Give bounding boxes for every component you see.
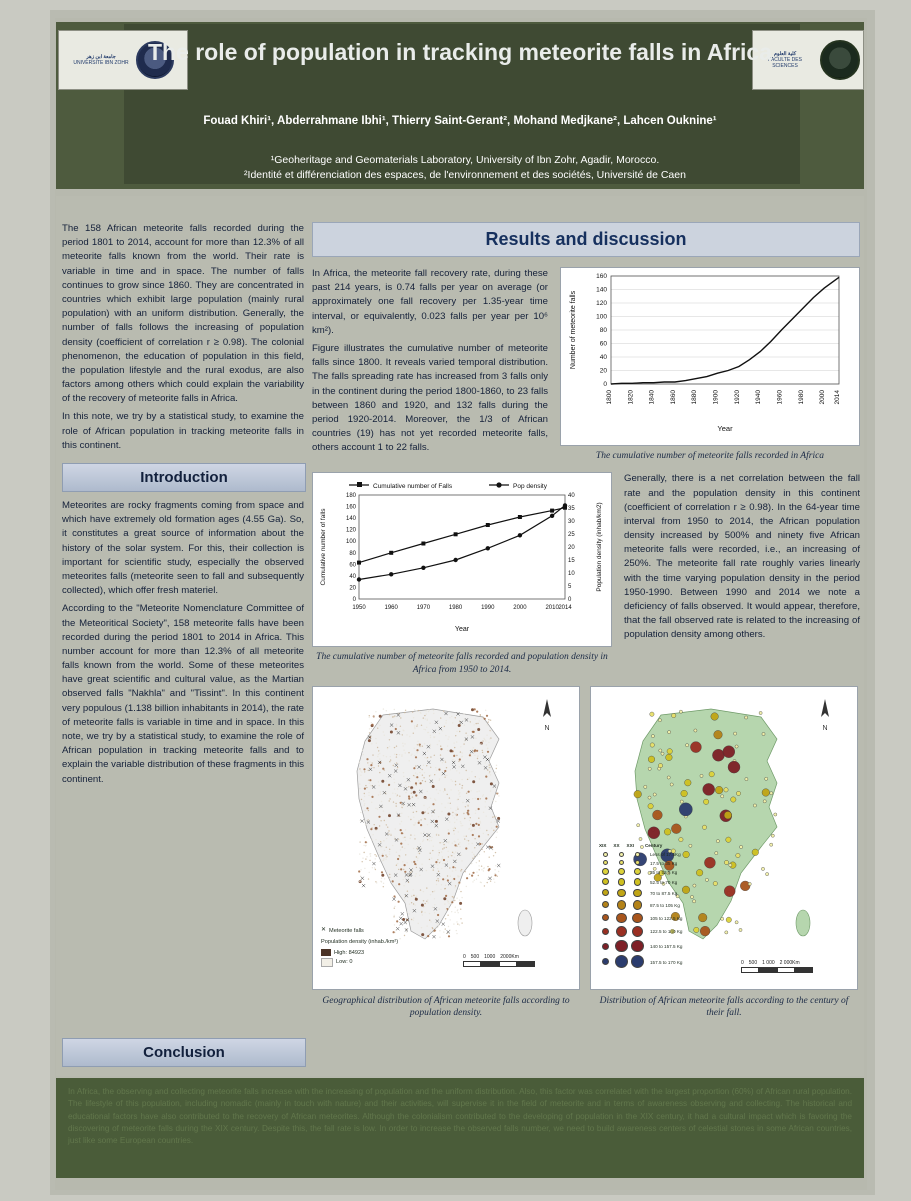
- map-2-legend-row: Less of 17.5Kg: [599, 852, 749, 860]
- svg-text:1860: 1860: [669, 390, 677, 405]
- svg-text:2000: 2000: [513, 605, 527, 612]
- figure-2-legend: [349, 482, 548, 490]
- map-2-north-arrow: N: [819, 697, 831, 732]
- affiliation-1: ¹Geoheritage and Geomaterials Laboratory, University of Ibn Zohr, Agadir, Morocco.: [270, 154, 660, 166]
- conclusion-text: [56, 1078, 864, 1178]
- results-text-column: [312, 267, 548, 462]
- svg-text:10: 10: [568, 571, 575, 578]
- svg-text:1990: 1990: [481, 605, 495, 612]
- map-2-legend-row: 35 to 52.5 Kg: [599, 868, 749, 878]
- svg-text:2014: 2014: [834, 390, 841, 405]
- svg-text:1920: 1920: [733, 390, 741, 405]
- svg-text:30: 30: [568, 519, 575, 526]
- map-2-column: [590, 686, 858, 1020]
- svg-text:140: 140: [345, 516, 356, 523]
- svg-text:1940: 1940: [755, 390, 763, 405]
- svg-text:60: 60: [349, 562, 356, 569]
- abstract-paragraph-1: The 158 African meteorite falls recorded during the period 1801 to 2014, account for more than 12.3% of all meteorite falls known from the world. Their rate is variable in time and in space. The number of falls continues to grow since 1860. They are concentrated in countries which exhibit large population (mainly rural population) with an uniform distribution. Generally, the number of falls follows the increasing of population density (coefficient of correlation r ≥ 0.98). The colonial phenomenon, the education of population in this field, the population lifestyle and the rural exodus, are also factors among others which could explain the variability of the recovery of meteorite falls in Africa.: [62, 223, 304, 405]
- map-1-scalebar: 0 500 1000 2000Km: [463, 954, 535, 965]
- svg-text:80: 80: [599, 327, 607, 335]
- figure-2-caption: The cumulative number of meteorite falls recorded and population density in Africa from 1950 to 2014.: [316, 652, 608, 675]
- left-column: [62, 222, 304, 791]
- map-1-legend: [321, 926, 441, 967]
- svg-text:2010: 2010: [545, 605, 559, 612]
- author-list: Fouad Khiri¹, Abderrahmane Ibhi¹, Thierry Saint-Gerant², Mohand Medjkane², Lahcen Ouknine¹: [203, 115, 717, 127]
- figure-2-chart: [312, 472, 612, 647]
- svg-text:120: 120: [345, 528, 356, 535]
- map-1-column: [312, 686, 580, 1020]
- svg-text:15: 15: [568, 558, 575, 565]
- figure-2-y2label: Population density (inhab/km2): [596, 502, 603, 592]
- svg-text:Cumulative number of Falls: Cumulative number of Falls: [373, 483, 453, 491]
- svg-text:1840: 1840: [648, 390, 656, 405]
- affiliation-2: ²Identité et différenciation des espaces, de l'environnement et des sociétés, Université de Caen: [244, 169, 686, 182]
- results-paragraph-1: In Africa, the meteorite fall recovery rate, during these past 214 years, is 0.74 falls per year on average (or approximately one fall recovery per 1.35-year time interval, or equivalently, 0.023 falls per year per 10⁶ km²).: [312, 268, 548, 336]
- svg-text:140: 140: [596, 286, 607, 294]
- map-2-legend-row: 157.5 to 170 Kg: [599, 955, 749, 971]
- svg-text:120: 120: [596, 300, 607, 308]
- map-1-legend-density-title: Population density (inhab./km²): [321, 939, 399, 946]
- svg-text:0: 0: [603, 381, 607, 389]
- svg-text:180: 180: [345, 493, 356, 500]
- conclusion-heading-wrap: [62, 1038, 304, 1067]
- introduction-paragraph-1: Meteorites are rocky fragments coming from space and which have extremely old formation ages (4.55 Ga). So, it constitutes a great source of information about the history of the solar system. For this, their collection is important for scientific study, especially the observed meteorites falls (meteorite seen to fall and subsequently collected), which offer fresh materiel.: [62, 500, 304, 597]
- introduction-block: [62, 499, 304, 787]
- svg-text:1950: 1950: [352, 605, 366, 612]
- svg-text:2000: 2000: [819, 390, 827, 405]
- figure-2-ylabel: Cumulative number of falls: [320, 508, 327, 586]
- map-2-legend-row: 140 to 157.5 Kg: [599, 940, 749, 955]
- section-heading-results: Results and discussion: [312, 222, 860, 257]
- map-2-caption: Distribution of African meteorite falls according to the century of their fall.: [599, 996, 849, 1019]
- results-top-row: [312, 267, 860, 462]
- affiliations: [100, 152, 830, 183]
- faculty-seal-icon: [820, 40, 860, 80]
- results-text-column-2: [624, 472, 860, 676]
- map-2: [590, 686, 858, 990]
- map-1-legend-low: Low: 0: [336, 959, 353, 966]
- map-1-legend-high: High: 84923: [334, 949, 365, 956]
- logo-left-latin: UNIVERSITE IBN ZOHR: [73, 60, 129, 66]
- figure-1-chart: [560, 267, 860, 446]
- university-logo-left-text: [72, 54, 130, 67]
- svg-text:1960: 1960: [776, 390, 784, 405]
- svg-text:25: 25: [568, 532, 575, 539]
- map-2-legend-row: 52.5 to 70 Kg: [599, 878, 749, 889]
- svg-text:1820: 1820: [627, 390, 635, 405]
- svg-text:80: 80: [349, 551, 356, 558]
- figure-1-caption: The cumulative number of meteorite falls recorded in Africa: [595, 451, 825, 461]
- svg-text:100: 100: [345, 539, 356, 546]
- svg-text:60: 60: [599, 340, 607, 348]
- svg-text:40: 40: [599, 354, 607, 362]
- map-2-scalebar: 0 500 1 000 2 000Km: [741, 960, 813, 971]
- svg-text:0: 0: [568, 597, 572, 604]
- svg-text:40: 40: [349, 574, 356, 581]
- svg-text:Pop density: Pop density: [513, 483, 547, 491]
- svg-text:1900: 1900: [712, 390, 720, 405]
- svg-text:1880: 1880: [691, 390, 699, 405]
- section-heading-introduction: Introduction: [62, 463, 306, 492]
- logo-right-arabic: كلية العلوم: [773, 50, 797, 57]
- page-title: The role of population in tracking meteorite falls in Africa: [147, 39, 773, 65]
- abstract-paragraph-2: In this note, we try by a statistical study, to examine the role of African population in tracking meteorite falls in this continent.: [62, 411, 304, 451]
- logo-left-arabic: جامعة ابن زهر: [86, 53, 116, 60]
- svg-text:35: 35: [568, 506, 575, 513]
- svg-text:20: 20: [568, 545, 575, 552]
- map-2-legend-header: XIX XX XXI Century: [599, 842, 663, 848]
- svg-text:160: 160: [596, 273, 607, 281]
- svg-text:1960: 1960: [384, 605, 398, 612]
- svg-text:1970: 1970: [416, 605, 431, 612]
- falls-vs-density-chart-svg: [313, 473, 611, 641]
- introduction-paragraph-2: According to the "Meteorite Nomenclature Committee of the Meteoritical Society", 158 meteorite falls have been recorded during the period 1801 to 2014 in Africa. This number account for more than 12.3% of all meteorite falls known from the world. Some of these meteorites have great scientific and cultural value, as the Martian observed falls "Nakhla" and "Tissint". In this continent very populous (1.138 billion inhabitants in 2014), the rate of meteorite falls is variable in time and in space. In this note, we try by a statistical study, to examine the role of African population in tracking meteorite falls and to explain the variable distribution of these fragments in this continent.: [62, 603, 304, 785]
- cumulative-falls-chart-svg: [561, 268, 859, 440]
- svg-text:2014: 2014: [558, 605, 572, 612]
- map-1-caption: Geographical distribution of African meteorite falls according to population density.: [322, 996, 570, 1019]
- svg-text:0: 0: [352, 597, 356, 604]
- svg-text:1980: 1980: [797, 390, 805, 405]
- figure-2-xlabel: Year: [454, 626, 470, 634]
- results-paragraph-2: Figure illustrates the cumulative number of meteorite falls since 1800. It reveals varied temporal distribution. The falls spreading rate has increased from 3 falls only in the continent during the period 1800-1860, to 23 falls between 1860 and 1920, and 132 falls during the period 1920-2014. Moreover, the 1/3 of African countries (19) has not yet recorded meteorite falls, others account 1 to 22 falls.: [312, 342, 548, 454]
- svg-text:160: 160: [345, 504, 356, 511]
- results-paragraph-3: Generally, there is a net correlation between the fall rate and the population density in this continent (coefficient of correlation r ≥ 0.98). In the 64-year time interval from 1950 to 2014, the African population density increased by 500% and ninety five African meteorite falls were recorded, i.e., an increasing of 250%. The meteorite fall rate roughly varies linearly with the time varying population density in the period 1950-1990. Between 1990 and 2014 we note a deficiency of falls observed. It would appear, therefore, that the fall observed rate is related to the increasing of population density among others.: [624, 473, 860, 641]
- conclusion-paragraph-1: In Africa, the observing and collecting meteorite falls increase with the increasing of population and the uniform distribution. Also, this factor was correlated with the largest proportion (60%) of African rural population. The lifestyle of this population, including nomadic (mainly in touch with nature) and their activities, will supervise it in the field of meteorite and in terms of awareness observing and collecting. The historical and educational factors have also contributed to the recovery of African meteorites. Although the colonialism contributed to the developing of population in the XIX century, it had a cultural impact which is favoring the discovering of meteorite falls during the XIX century. Despite this, the fall rate is low. In order to increase the observed falls number, we need to build awareness centers of celestial stones in some African countries, just like some European countries.: [68, 1087, 852, 1146]
- figure-2-column: [312, 472, 612, 676]
- map-1: [312, 686, 580, 990]
- svg-text:20: 20: [599, 367, 607, 375]
- map-2-legend-row: 17.5 to 35 Kg: [599, 860, 749, 869]
- svg-text:20: 20: [349, 585, 356, 592]
- svg-text:5: 5: [568, 584, 572, 591]
- svg-text:40: 40: [568, 493, 575, 500]
- map-2-legend-row: 70 to 87.5 Kg: [599, 889, 749, 900]
- figure-1-column: [560, 267, 860, 462]
- map-1-legend-falls: ✕ Meteorite falls: [321, 927, 364, 934]
- abstract-block: [62, 222, 304, 453]
- svg-text:100: 100: [596, 313, 607, 321]
- svg-text:1800: 1800: [606, 390, 613, 405]
- map-2-legend-row: 87.5 to 105 Kg: [599, 900, 749, 912]
- map-2-legend: [599, 843, 749, 971]
- right-column: [312, 222, 860, 1020]
- figure-1-xlabel: Year: [717, 424, 733, 433]
- map-1-north-arrow: N: [541, 697, 553, 732]
- svg-text:1980: 1980: [448, 605, 463, 612]
- map-2-legend-row: 122.5 to 140 Kg: [599, 926, 749, 940]
- results-bottom-row: [312, 472, 860, 676]
- figure-1-ylabel: Number of meteorite falls: [570, 290, 577, 370]
- map-2-legend-row: 105 to 122.5 Kg: [599, 913, 749, 926]
- section-heading-conclusion: Conclusion: [62, 1038, 306, 1067]
- logo-right-latin: FACULTE DES SCIENCES: [768, 56, 802, 70]
- maps-row: [312, 686, 860, 1020]
